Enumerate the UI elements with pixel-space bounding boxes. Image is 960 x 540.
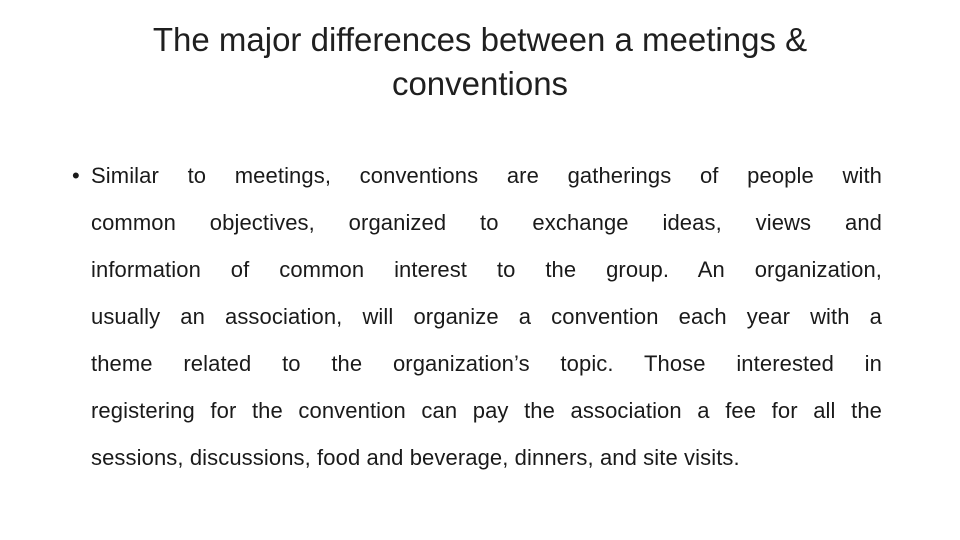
bullet-line-1: Similar to meetings, conventions are gatherings of people with	[91, 163, 882, 188]
slide-title-line-2: conventions	[391, 65, 569, 102]
bullet-line-3: information of common interest to the group. An organization,	[91, 257, 882, 282]
bullet-line-6: registering for the convention can pay the association a fee for all the	[91, 398, 882, 423]
bullet-line-5: theme related to the organization’s topic. Those interested in	[91, 351, 882, 376]
slide-title	[80, 18, 880, 106]
bullet-line-2: common objectives, organized to exchange ideas, views and	[91, 210, 882, 235]
bullet-dot-icon: •	[72, 163, 80, 188]
slide-title-line-1: The major differences between a meetings &	[152, 21, 808, 58]
bullet-paragraph	[91, 152, 882, 481]
bullet-list	[62, 152, 882, 481]
bullet-item	[62, 152, 882, 481]
bullet-line-4: usually an association, will organize a convention each year with a	[91, 304, 882, 329]
bullet-line-7: sessions, discussions, food and beverage, dinners, and site visits.	[91, 445, 740, 470]
